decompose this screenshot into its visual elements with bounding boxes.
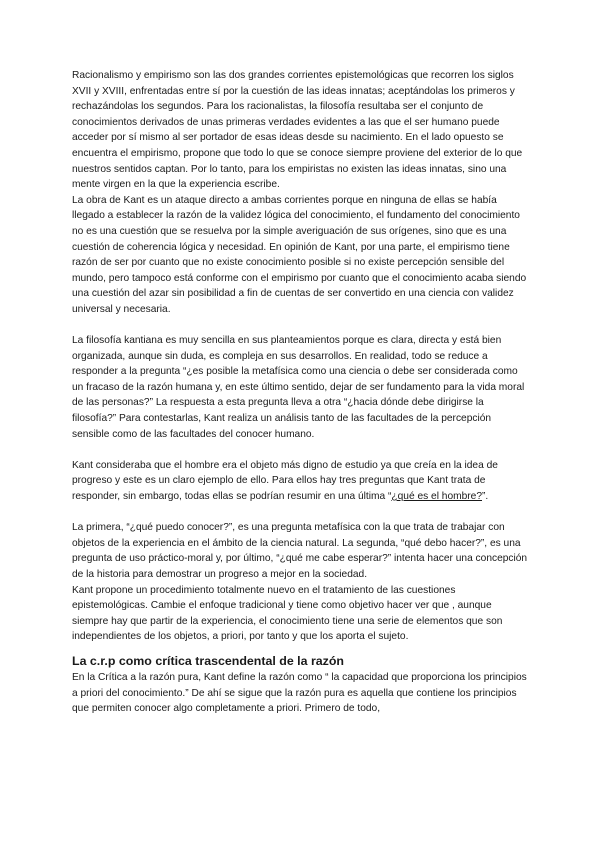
section-heading: La c.r.p como crítica trascendental de la razón bbox=[72, 653, 345, 668]
paragraph-three-questions-text: Kant consideraba que el hombre era el objeto más digno de estudio ya que creía en la idea de progreso y este es un claro ejemplo de ello. Para ellos hay tres preguntas que Kant trata de responder, sin embargo, todas ellas se podrían resumir en una última “ bbox=[72, 459, 498, 503]
paragraph-first-question: La primera, “¿qué puedo conocer?”, es una pregunta metafísica con la que trata de trabajar con objetos de la experiencia en el ámbito de la ciencia natural. La segunda, “qué debo hacer?”, es una pregunta de uso práctico-moral y, por último, “¿qué me cabe esperar?” intenta hacer una concepción de la historia para demostrar un progreso a mejor en la sociedad. bbox=[72, 522, 528, 580]
paragraph-gap bbox=[72, 318, 530, 334]
paragraph-pure-reason: En la Crítica a la razón pura, Kant define la razón como “ la capacidad que proporciona los principios a priori del conocimiento.” De ahí se sigue que la razón pura es aquella que contiene los principios que permiten conocer algo completamente a priori. Primero de todo, bbox=[72, 671, 527, 715]
paragraph-gap bbox=[72, 442, 530, 458]
paragraph-gap bbox=[72, 505, 530, 521]
paragraph-three-questions bbox=[72, 458, 530, 505]
document-body bbox=[72, 68, 530, 717]
paragraph-kantian-philosophy: La filosofía kantiana es muy sencilla en sus planteamientos porque es clara, directa y está bien organizada, aunque sin duda, es compleja en sus desarrollos. En realidad, todo se reduce a responder a la pregunta “¿es posible la metafísica como una ciencia o debe ser considerada como un fracaso de la razón humana y, en este último sentido, dejar de ser fundamento para la vida moral de las personas?” La respuesta a esta pregunta lleva a otra “¿hacia dónde debe dirigirse la filosofía?” Para contestarlas, Kant realiza un análisis tanto de las facultades de la percepción sensible como de las facultades del conocer humano. bbox=[72, 335, 525, 440]
what-is-man-link[interactable]: ¿qué es el hombre? bbox=[391, 491, 482, 503]
paragraph-rationalism-empiricism: Racionalismo y empirismo son las dos grandes corrientes epistemológicas que recorren los siglos XVII y XVIII, enfrentadas entre sí por la cuestión de las ideas innatas; aceptándolas los primeros y rechazándolas los segundos. Para los racionalistas, la filosofía resultaba ser el conjunto de conocimientos derivados de unas primeras verdades evidentes a las que el ser humano puede acceder por sí mismo al ser portador de esas ideas desde su nacimiento. En el lado opuesto se encuentra el empirismo, propone que todo lo que se conoce siempre proviene del exterior de lo que nuestros sentidos captan. Por lo tanto, para los empiristas no existen las ideas innatas, sino una mente virgen en la que la experiencia escribe. bbox=[72, 70, 523, 191]
paragraph-new-procedure: Kant propone un procedimiento totalmente nuevo en el tratamiento de las cuestiones epistemológicas. Cambie el enfoque tradicional y tiene como objetivo hacer ver que , aunque siempre hay que partir de la experiencia, el conocimiento tiene una serie de elementos que son independientes de los objetos, a priori, por tanto y que los aporta el sujeto. bbox=[72, 584, 503, 643]
paragraph-kant-attack: La obra de Kant es un ataque directo a ambas corrientes porque en ninguna de ellas se había llegado a establecer la razón de la validez lógica del conocimiento, el fundamento del conocimiento no es una cuestión que se resuelva por la simple averiguación de sus orígenes, sino que es una cuestión de coherencia lógica y necesidad. En opinión de Kant, por una parte, el empirismo tiene razón de ser por cuanto que no existe conocimiento posible si no existe percepción sensible del mundo, pero tampoco está conforme con el empirismo por cuanto que el conocimiento acaba siendo una cuestión del azar sin posibilidad a fin de cuentas de ser convertido en una ciencia con validez universal y necesaria. bbox=[72, 194, 527, 315]
paragraph-three-questions-end: ”. bbox=[482, 491, 489, 503]
